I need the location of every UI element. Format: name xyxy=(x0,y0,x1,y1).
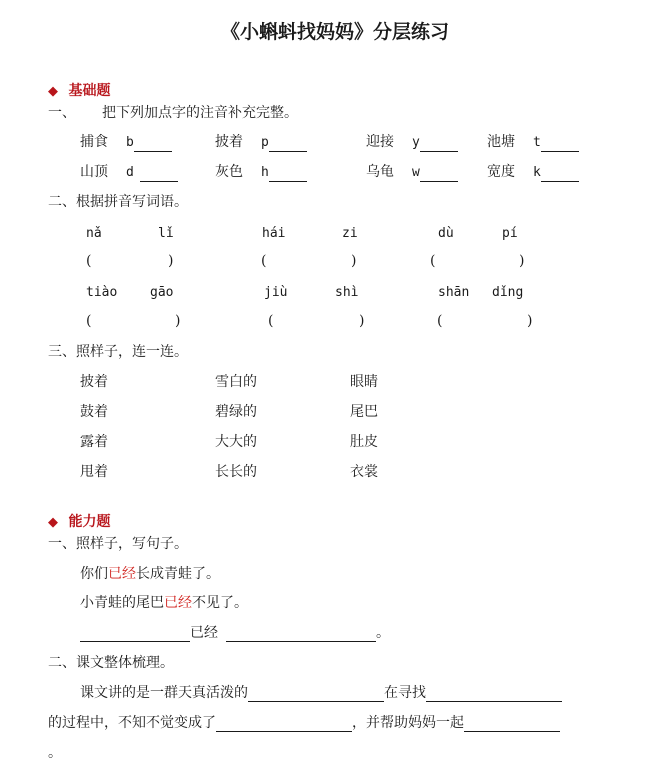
answer-blank[interactable] xyxy=(80,626,190,642)
match-adjective[interactable]: 大大的 xyxy=(215,434,257,450)
match-verb[interactable]: 鼓着 xyxy=(80,404,108,420)
pinyin-syllable: hái xyxy=(262,226,286,241)
section-basic-title: 基础题 xyxy=(68,83,111,99)
word-answer-space[interactable] xyxy=(94,312,172,330)
pinyin-syllable: pí xyxy=(502,226,518,241)
match-noun[interactable]: 肚皮 xyxy=(350,434,378,450)
answer-blank[interactable] xyxy=(426,686,562,702)
sentence-fill-line: 已经 。 xyxy=(80,624,390,642)
match-noun[interactable]: 眼睛 xyxy=(350,374,378,390)
answer-blank[interactable] xyxy=(226,626,376,642)
pinyin-syllable: dǐng xyxy=(492,285,524,300)
section-ability-header xyxy=(48,513,110,532)
answer-blank[interactable] xyxy=(134,136,172,152)
paren-open: ( xyxy=(86,313,92,329)
word-answer-space[interactable] xyxy=(445,312,523,330)
answer-blank[interactable] xyxy=(269,136,307,152)
pinyin-syllable: shì xyxy=(335,285,359,300)
summary-line-2: 的过程中，不知不觉变成了 ，并帮助妈妈一起 xyxy=(48,714,560,732)
paren-open: ( xyxy=(437,313,443,329)
paren-open: ( xyxy=(261,253,267,269)
match-noun[interactable]: 衣裳 xyxy=(350,464,378,480)
q3-instruction: 三、照样子，连一连。 xyxy=(48,344,188,360)
paren-open: ( xyxy=(86,253,92,269)
section-basic-header xyxy=(48,82,110,101)
answer-blank[interactable] xyxy=(464,716,560,732)
answer-blank[interactable] xyxy=(541,136,579,152)
paren-close: ) xyxy=(519,253,525,269)
match-adjective[interactable]: 碧绿的 xyxy=(215,404,257,420)
summary-end: 。 xyxy=(48,745,62,761)
pinyin-item: 宽度 k xyxy=(487,163,579,182)
word-answer-space[interactable] xyxy=(438,252,516,270)
match-verb[interactable]: 甩着 xyxy=(80,464,108,480)
pinyin-item: 灰色 h xyxy=(215,163,307,182)
page-title: 《小蝌蚪找妈妈》分层练习 xyxy=(220,21,449,43)
diamond-icon: ◆ xyxy=(48,84,58,99)
answer-blank[interactable] xyxy=(140,166,178,182)
a1-instruction: 一、照样子，写句子。 xyxy=(48,536,188,552)
diamond-icon: ◆ xyxy=(48,515,58,530)
pinyin-item: 捕食 b xyxy=(80,133,172,152)
word-answer-space[interactable] xyxy=(276,312,356,330)
pinyin-syllable: dù xyxy=(438,226,454,241)
answer-blank[interactable] xyxy=(269,166,307,182)
answer-blank[interactable] xyxy=(248,686,384,702)
summary-line-1: 课文讲的是一群天真活泼的 在寻找 xyxy=(80,684,562,702)
match-adjective[interactable]: 长长的 xyxy=(215,464,257,480)
a2-instruction: 二、课文整体梳理。 xyxy=(48,655,174,671)
pinyin-item: 池塘 t xyxy=(487,133,579,152)
answer-blank[interactable] xyxy=(420,166,458,182)
q2-instruction: 二、根据拼音写词语。 xyxy=(48,194,188,210)
match-noun[interactable]: 尾巴 xyxy=(350,404,378,420)
paren-close: ) xyxy=(175,313,181,329)
answer-blank[interactable] xyxy=(541,166,579,182)
pinyin-syllable: nǎ xyxy=(86,226,102,241)
match-verb[interactable]: 披着 xyxy=(80,374,108,390)
example-sentence-2: 小青蛙的尾巴已经不见了。 xyxy=(80,595,248,611)
pinyin-item: 乌龟 w xyxy=(366,163,458,182)
paren-close: ) xyxy=(351,253,357,269)
paren-open: ( xyxy=(430,253,436,269)
q1-instruction: 一、 把下列加点字的注音补充完整。 xyxy=(48,105,298,121)
pinyin-syllable: tiào xyxy=(86,285,118,300)
pinyin-syllable: lǐ xyxy=(158,226,174,241)
pinyin-syllable: shān xyxy=(438,285,470,300)
word-answer-space[interactable] xyxy=(269,252,347,270)
word-answer-space[interactable] xyxy=(94,252,164,270)
match-adjective[interactable]: 雪白的 xyxy=(215,374,257,390)
paren-open: ( xyxy=(268,313,274,329)
match-verb[interactable]: 露着 xyxy=(80,434,108,450)
pinyin-item: 披着 p xyxy=(215,133,307,152)
paren-close: ) xyxy=(359,313,365,329)
pinyin-syllable: jiù xyxy=(264,285,288,300)
pinyin-syllable: gāo xyxy=(150,285,174,300)
pinyin-item: 迎接 y xyxy=(366,133,458,152)
section-ability-title: 能力题 xyxy=(68,514,111,530)
answer-blank[interactable] xyxy=(420,136,458,152)
pinyin-item: 山顶 d xyxy=(80,163,178,182)
paren-close: ) xyxy=(168,253,174,269)
answer-blank[interactable] xyxy=(216,716,352,732)
pinyin-syllable: zi xyxy=(342,226,358,241)
keyword-highlight: 已经 xyxy=(108,566,136,582)
keyword-highlight: 已经 xyxy=(164,595,192,611)
paren-close: ) xyxy=(527,313,533,329)
example-sentence-1: 你们已经长成青蛙了。 xyxy=(80,566,220,582)
